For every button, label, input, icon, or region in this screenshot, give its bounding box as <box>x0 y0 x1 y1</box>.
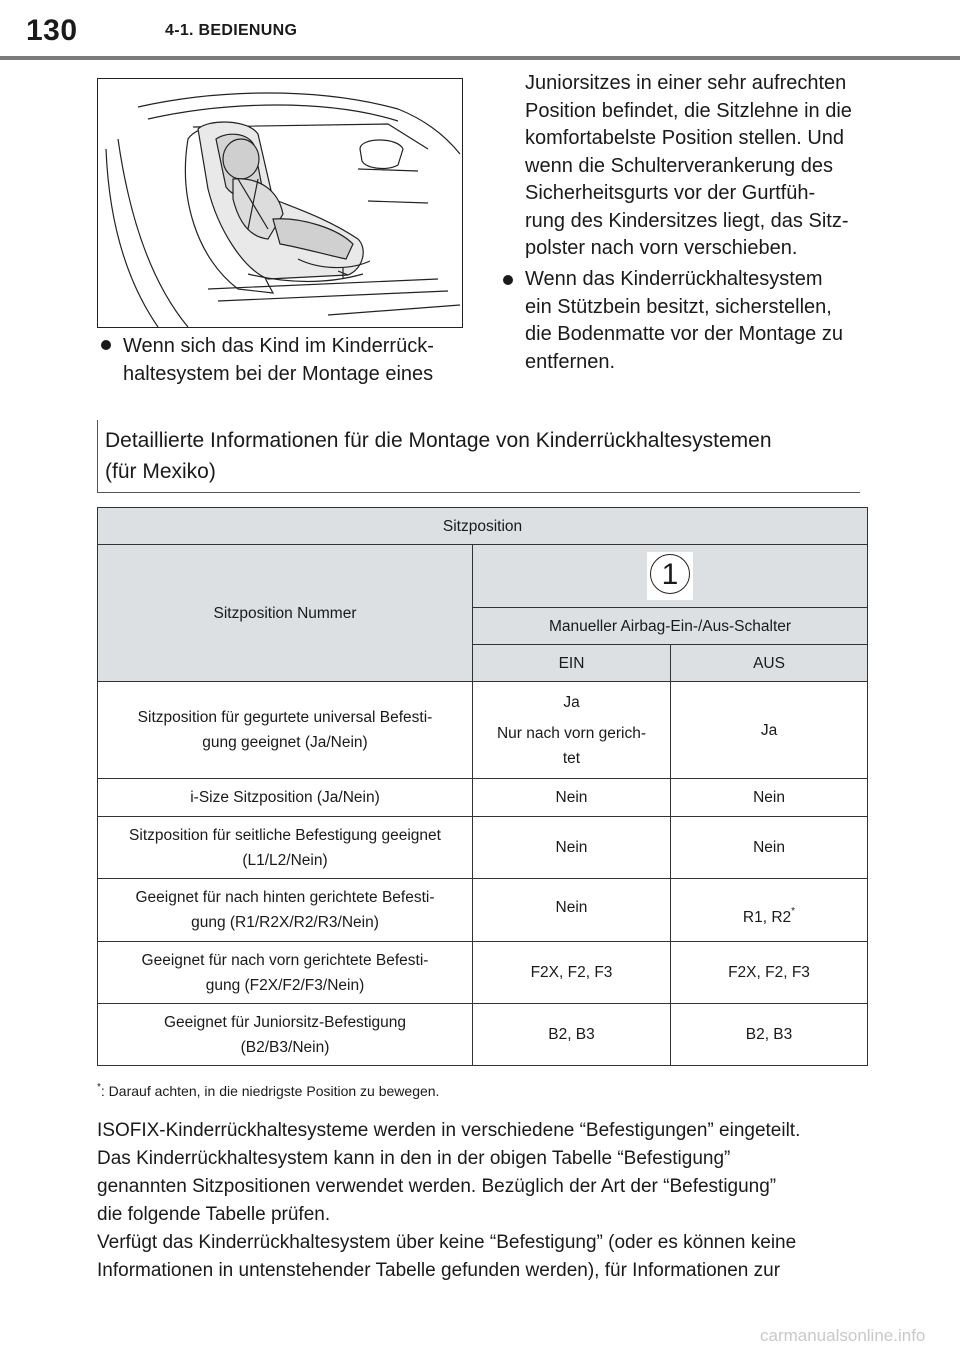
text-line: die folgende Tabelle prüfen. <box>97 1204 331 1225</box>
row-label <box>98 879 473 942</box>
cell-aus: Ja <box>671 682 868 779</box>
cell-aus: F2X, F2, F3 <box>671 942 868 1004</box>
bullet-point <box>101 340 111 350</box>
info-box-title <box>105 425 855 487</box>
text-line: polster nach vorn verschieben. <box>525 237 798 259</box>
text-line: Position befindet, die Sitzlehne in die <box>525 99 852 122</box>
child-seat-in-car-icon <box>98 79 462 327</box>
cell-line: tet <box>562 749 581 767</box>
text-line: Wenn das Kinderrückhaltesystem <box>525 268 823 290</box>
text-line: Wenn sich das Kind im Kinderrück- <box>123 335 434 357</box>
text-line: genannten Sitzpositionen verwendet werden. Bezüglich der Art der “Befestigung” <box>97 1176 777 1197</box>
cell-ein: Nein <box>473 879 671 942</box>
table-row <box>98 879 868 942</box>
text-line: ein Stützbein besitzt, sicherstellen, <box>525 295 832 318</box>
header-aus: AUS <box>671 645 868 682</box>
table-row <box>98 1004 868 1066</box>
cell-line: Sitzposition für seitliche Befestigung geeignet <box>129 826 441 844</box>
cell-ein: F2X, F2, F3 <box>473 942 671 1004</box>
cell-line: Ja <box>563 693 580 711</box>
text-line: entfernen. <box>525 350 616 373</box>
text-line: komfortabelste Position stellen. Und <box>525 127 845 149</box>
cell-line: gung (F2X/F2/F3/Nein) <box>205 976 365 994</box>
text-line: Verfügt das Kinderrückhaltesystem über keine “Befestigung” (oder es können keine <box>97 1232 797 1253</box>
cell-line: gung geeignet (Ja/Nein) <box>202 734 368 751</box>
text-line: haltesystem bei der Montage eines <box>123 362 434 385</box>
body-paragraph <box>97 1117 867 1285</box>
right-bullet-text <box>525 266 865 376</box>
cell-ein: Nein <box>473 779 671 817</box>
child-seat-illustration <box>97 78 463 328</box>
cell-line: (B2/B3/Nein) <box>240 1038 330 1056</box>
right-continuation-text <box>525 70 865 263</box>
info-title-line: Detaillierte Informationen für die Montage von Kinderrückhaltesystemen <box>105 429 772 452</box>
watermark: carmanualsonline.info <box>760 1326 926 1345</box>
row-label <box>98 942 473 1004</box>
cell-line: Geeignet für nach hinten gerichtete Befesti- <box>135 889 435 906</box>
text-line: ISOFIX-Kinderrückhaltesysteme werden in verschiedene “Befestigungen” eingeteilt. <box>97 1120 801 1141</box>
text-line: rung des Kindersitzes liegt, das Sitz- <box>525 209 849 232</box>
footnote-marker: * <box>97 1082 101 1093</box>
header-airbag-switch: Manueller Airbag-Ein-/Aus-Schalter <box>473 608 868 645</box>
table-row <box>98 942 868 1004</box>
text-line: wenn die Schulterverankerung des <box>525 154 833 177</box>
footnote-text: : Darauf achten, in die niedrigste Position zu bewegen. <box>100 1083 440 1099</box>
cell-ein: Nein <box>473 817 671 879</box>
table-row <box>98 682 868 779</box>
header-seat-number: Sitzposition Nummer <box>98 545 473 682</box>
row-label <box>98 682 473 779</box>
table-footnote <box>97 1082 439 1099</box>
seat-number-one: 1 <box>650 554 690 594</box>
cell-line: Nur nach vorn gerich- <box>496 724 647 742</box>
header-ein: EIN <box>473 645 671 682</box>
cell-line: (L1/L2/Nein) <box>242 851 328 869</box>
text-line: Informationen in untenstehender Tabelle gefunden werden), für Informationen zur <box>97 1260 781 1281</box>
table-row <box>98 779 868 817</box>
cell-ein <box>473 682 671 779</box>
text-line: Juniorsitzes in einer sehr aufrechten <box>525 72 847 94</box>
header-sitzposition: Sitzposition <box>98 508 868 545</box>
cell-line: gung (R1/R2X/R2/R3/Nein) <box>191 914 379 931</box>
section-title: 4-1. BEDIENUNG <box>165 22 298 39</box>
row-label: i-Size Sitzposition (Ja/Nein) <box>98 779 473 817</box>
cell-ein: B2, B3 <box>473 1004 671 1066</box>
row-label <box>98 817 473 879</box>
row-label <box>98 1004 473 1066</box>
info-title-line: (für Mexiko) <box>105 460 216 483</box>
cell-value: R1, R2 <box>742 908 792 926</box>
cell-aus: B2, B3 <box>671 1004 868 1066</box>
cell-line: Geeignet für Juniorsitz-Befestigung <box>163 1013 407 1031</box>
bullet-point <box>503 275 513 285</box>
text-line: die Bodenmatte vor der Montage zu <box>525 323 843 345</box>
seat-position-table <box>97 507 868 1066</box>
seat-number-cell <box>473 545 868 608</box>
table-row <box>98 817 868 879</box>
cell-aus: Nein <box>671 779 868 817</box>
header-divider <box>0 56 960 60</box>
cell-line: Geeignet für nach vorn gerichtete Befesti- <box>141 951 429 969</box>
left-bullet-text <box>123 333 463 388</box>
cell-aus <box>671 879 868 942</box>
footnote-marker: * <box>791 905 796 917</box>
seat-number-badge <box>647 552 693 600</box>
cell-aus: Nein <box>671 817 868 879</box>
text-line: Sicherheitsgurts vor der Gurtfüh- <box>525 182 816 204</box>
text-line: Das Kinderrückhaltesystem kann in den in der obigen Tabelle “Befestigung” <box>97 1148 731 1169</box>
cell-line: Sitzposition für gegurtete universal Befesti- <box>137 709 433 726</box>
page-number: 130 <box>26 14 78 47</box>
